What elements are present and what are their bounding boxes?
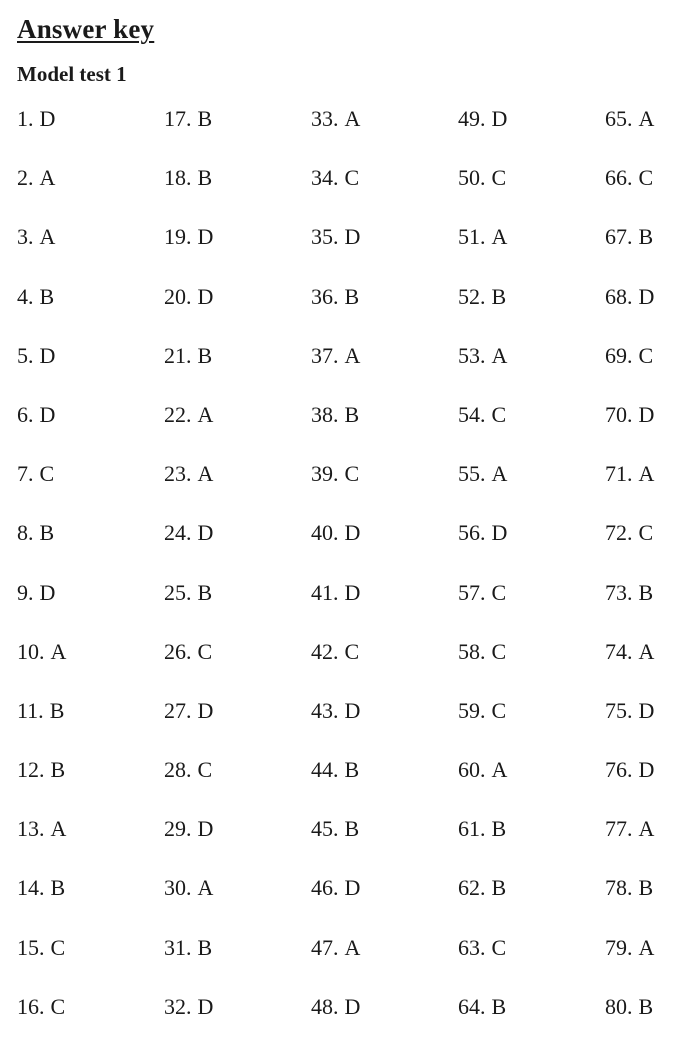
question-number: 61. — [458, 816, 486, 842]
answer-letter: C — [638, 342, 654, 368]
question-number: 19. — [164, 224, 192, 250]
question-number: 77. — [605, 816, 633, 842]
answer-item — [458, 755, 605, 814]
answer-item — [311, 637, 458, 696]
answer-item — [311, 992, 458, 1051]
answer-item — [458, 696, 605, 755]
answer-letter: C — [344, 165, 360, 191]
answer-letter: A — [197, 875, 214, 901]
answer-letter: D — [638, 283, 655, 309]
question-number: 49. — [458, 106, 486, 131]
answer-item — [605, 578, 695, 637]
question-number: 40. — [311, 520, 339, 546]
question-number: 33. — [311, 106, 339, 131]
answer-item — [458, 104, 605, 163]
answer-letter: B — [491, 875, 507, 901]
answer-item — [311, 459, 458, 518]
answer-letter: B — [638, 224, 654, 250]
answer-letter: C — [50, 934, 66, 960]
answer-letter: C — [491, 579, 507, 605]
question-number: 29. — [164, 816, 192, 842]
answer-item — [164, 163, 311, 222]
question-number: 15. — [17, 934, 45, 960]
answer-letter: D — [39, 106, 56, 131]
answer-letter: B — [491, 816, 507, 842]
question-number: 68. — [605, 283, 633, 309]
answer-letter: A — [491, 757, 508, 783]
question-number: 55. — [458, 461, 486, 487]
question-number: 50. — [458, 165, 486, 191]
answer-letter: A — [39, 224, 56, 250]
question-number: 30. — [164, 875, 192, 901]
answer-letter: A — [50, 638, 67, 664]
answer-item — [311, 933, 458, 992]
answer-item — [311, 222, 458, 281]
answer-item — [458, 933, 605, 992]
question-number: 73. — [605, 579, 633, 605]
answer-item — [311, 873, 458, 932]
question-number: 57. — [458, 579, 486, 605]
answer-item — [164, 637, 311, 696]
question-number: 5. — [17, 342, 34, 368]
answer-letter: C — [344, 461, 360, 487]
section-title: Model test 1 — [17, 62, 127, 86]
answer-letter: C — [197, 638, 213, 664]
answer-item — [605, 696, 695, 755]
answer-item — [605, 222, 695, 281]
answer-item — [17, 222, 164, 281]
answer-letter: D — [197, 224, 214, 250]
question-number: 67. — [605, 224, 633, 250]
answer-item — [458, 163, 605, 222]
answer-letter: B — [344, 401, 360, 427]
answer-letter: D — [39, 342, 56, 368]
question-number: 47. — [311, 934, 339, 960]
answer-item — [605, 518, 695, 577]
answer-letter: B — [39, 283, 55, 309]
question-number: 17. — [164, 106, 192, 131]
answer-letter: B — [344, 816, 360, 842]
question-number: 53. — [458, 342, 486, 368]
answer-letter: A — [491, 342, 508, 368]
answer-letter: B — [197, 165, 213, 191]
answer-letter: B — [638, 579, 654, 605]
answer-item — [164, 578, 311, 637]
question-number: 16. — [17, 993, 45, 1019]
answer-letter: B — [50, 757, 66, 783]
question-number: 70. — [605, 401, 633, 427]
question-number: 71. — [605, 461, 633, 487]
answer-letter: D — [197, 697, 214, 723]
answer-letter: B — [49, 697, 65, 723]
question-number: 76. — [605, 757, 633, 783]
answer-item — [311, 696, 458, 755]
question-number: 59. — [458, 697, 486, 723]
answer-item — [458, 400, 605, 459]
answer-letter: D — [344, 579, 361, 605]
question-number: 27. — [164, 697, 192, 723]
answer-item — [311, 341, 458, 400]
answer-item — [458, 459, 605, 518]
answer-letter: C — [491, 934, 507, 960]
question-number: 11. — [17, 697, 44, 723]
answer-item — [605, 873, 695, 932]
question-number: 2. — [17, 165, 34, 191]
question-number: 14. — [17, 875, 45, 901]
question-number: 72. — [605, 520, 633, 546]
answer-item — [458, 578, 605, 637]
answer-item — [458, 518, 605, 577]
answer-letter: C — [491, 697, 507, 723]
answer-letter: D — [344, 697, 361, 723]
question-number: 45. — [311, 816, 339, 842]
answer-item — [605, 459, 695, 518]
question-number: 69. — [605, 342, 633, 368]
question-number: 26. — [164, 638, 192, 664]
answer-letter: C — [491, 401, 507, 427]
answer-letter: C — [491, 638, 507, 664]
answer-item — [17, 459, 164, 518]
answer-letter: D — [197, 993, 214, 1019]
question-number: 37. — [311, 342, 339, 368]
question-number: 4. — [17, 283, 34, 309]
question-number: 78. — [605, 875, 633, 901]
question-number: 63. — [458, 934, 486, 960]
answer-item — [458, 282, 605, 341]
answer-item — [164, 518, 311, 577]
answer-letter: A — [638, 638, 655, 664]
question-number: 65. — [605, 106, 633, 131]
answer-letter: D — [638, 757, 655, 783]
answer-item — [605, 637, 695, 696]
answer-letter: D — [197, 283, 214, 309]
answer-item — [458, 222, 605, 281]
answer-letter: D — [344, 993, 361, 1019]
answer-letter: B — [197, 934, 213, 960]
answer-item — [164, 814, 311, 873]
answer-item — [164, 696, 311, 755]
question-number: 75. — [605, 697, 633, 723]
answer-item — [17, 696, 164, 755]
answer-letter: C — [50, 993, 66, 1019]
answer-item — [311, 163, 458, 222]
question-number: 46. — [311, 875, 339, 901]
answer-letter: D — [197, 520, 214, 546]
answer-item — [17, 637, 164, 696]
question-number: 24. — [164, 520, 192, 546]
answer-letter: C — [491, 165, 507, 191]
question-number: 28. — [164, 757, 192, 783]
question-number: 20. — [164, 283, 192, 309]
question-number: 8. — [17, 520, 34, 546]
answer-item — [605, 755, 695, 814]
answer-item — [458, 637, 605, 696]
question-number: 41. — [311, 579, 339, 605]
answer-letter: B — [197, 579, 213, 605]
answer-letter: B — [197, 342, 213, 368]
question-number: 9. — [17, 579, 34, 605]
answer-letter: A — [344, 106, 361, 131]
question-number: 22. — [164, 401, 192, 427]
answer-letter: A — [197, 401, 214, 427]
answer-item — [605, 814, 695, 873]
answer-letter: A — [344, 342, 361, 368]
answer-item — [605, 992, 695, 1051]
question-number: 66. — [605, 165, 633, 191]
answer-letter: D — [197, 816, 214, 842]
answer-letter: A — [638, 816, 655, 842]
answer-letter: B — [50, 875, 66, 901]
answer-item — [164, 400, 311, 459]
answer-letter: B — [638, 875, 654, 901]
answer-item — [17, 873, 164, 932]
question-number: 74. — [605, 638, 633, 664]
question-number: 35. — [311, 224, 339, 250]
question-number: 60. — [458, 757, 486, 783]
answer-item — [164, 873, 311, 932]
answer-letter: D — [39, 401, 56, 427]
answer-letter: B — [491, 993, 507, 1019]
answer-item — [458, 341, 605, 400]
question-number: 31. — [164, 934, 192, 960]
answer-letter: D — [491, 106, 508, 131]
question-number: 21. — [164, 342, 192, 368]
question-number: 10. — [17, 638, 45, 664]
page-title: Answer key — [17, 14, 155, 44]
answer-letter: C — [344, 638, 360, 664]
answer-letter: D — [491, 520, 508, 546]
answer-item — [458, 873, 605, 932]
answer-letter: A — [344, 934, 361, 960]
answer-item — [311, 518, 458, 577]
answer-letter: D — [638, 401, 655, 427]
answer-item — [311, 755, 458, 814]
answer-letter: C — [197, 757, 213, 783]
answer-item — [164, 282, 311, 341]
question-number: 80. — [605, 993, 633, 1019]
answer-item — [164, 992, 311, 1051]
answer-item — [311, 578, 458, 637]
answer-letter: D — [344, 875, 361, 901]
answer-item — [605, 933, 695, 992]
answer-item — [164, 104, 311, 163]
answer-letter: D — [638, 697, 655, 723]
answer-item — [164, 755, 311, 814]
answer-letter: A — [50, 816, 67, 842]
answer-item — [605, 163, 695, 222]
answer-item — [17, 518, 164, 577]
answer-letter: C — [39, 461, 55, 487]
answer-letter: B — [39, 520, 55, 546]
answer-letter: A — [491, 461, 508, 487]
answer-letter: A — [638, 461, 655, 487]
answer-letter: A — [491, 224, 508, 250]
question-number: 6. — [17, 401, 34, 427]
question-number: 36. — [311, 283, 339, 309]
answer-item — [605, 341, 695, 400]
answer-letter: D — [39, 579, 56, 605]
answer-item — [164, 222, 311, 281]
answer-item — [17, 400, 164, 459]
answer-item — [311, 400, 458, 459]
answer-letter: A — [638, 934, 655, 960]
question-number: 52. — [458, 283, 486, 309]
answer-item — [605, 104, 695, 163]
question-number: 58. — [458, 638, 486, 664]
answer-letter: B — [491, 283, 507, 309]
answer-item — [164, 341, 311, 400]
question-number: 23. — [164, 461, 192, 487]
answer-letter: D — [344, 520, 361, 546]
answer-item — [458, 814, 605, 873]
question-number: 64. — [458, 993, 486, 1019]
question-number: 13. — [17, 816, 45, 842]
question-number: 12. — [17, 757, 45, 783]
answer-letter: B — [638, 993, 654, 1019]
answer-item — [311, 814, 458, 873]
answer-item — [17, 578, 164, 637]
question-number: 38. — [311, 401, 339, 427]
question-number: 42. — [311, 638, 339, 664]
question-number: 18. — [164, 165, 192, 191]
question-number: 48. — [311, 993, 339, 1019]
answer-item — [17, 163, 164, 222]
question-number: 34. — [311, 165, 339, 191]
answer-letter: C — [638, 165, 654, 191]
question-number: 79. — [605, 934, 633, 960]
answer-item — [458, 992, 605, 1051]
answer-item — [311, 104, 458, 163]
answer-letter: A — [39, 165, 56, 191]
question-number: 51. — [458, 224, 486, 250]
answer-item — [17, 992, 164, 1051]
question-number: 1. — [17, 106, 34, 131]
question-number: 32. — [164, 993, 192, 1019]
answer-letter: C — [638, 520, 654, 546]
question-number: 43. — [311, 697, 339, 723]
question-number: 56. — [458, 520, 486, 546]
answer-item — [17, 341, 164, 400]
question-number: 62. — [458, 875, 486, 901]
question-number: 39. — [311, 461, 339, 487]
answer-letter: B — [344, 283, 360, 309]
answer-item — [605, 282, 695, 341]
question-number: 7. — [17, 461, 34, 487]
answer-item — [17, 933, 164, 992]
answer-item — [164, 459, 311, 518]
answer-letter: B — [197, 106, 213, 131]
answer-item — [17, 755, 164, 814]
answer-item — [605, 400, 695, 459]
answer-letter: B — [344, 757, 360, 783]
question-number: 54. — [458, 401, 486, 427]
answer-grid — [17, 104, 695, 1051]
answer-item — [311, 282, 458, 341]
answer-letter: A — [638, 106, 655, 131]
answer-item — [17, 104, 164, 163]
question-number: 44. — [311, 757, 339, 783]
question-number: 25. — [164, 579, 192, 605]
answer-item — [164, 933, 311, 992]
answer-item — [17, 282, 164, 341]
answer-letter: D — [344, 224, 361, 250]
question-number: 3. — [17, 224, 34, 250]
answer-item — [17, 814, 164, 873]
answer-letter: A — [197, 461, 214, 487]
